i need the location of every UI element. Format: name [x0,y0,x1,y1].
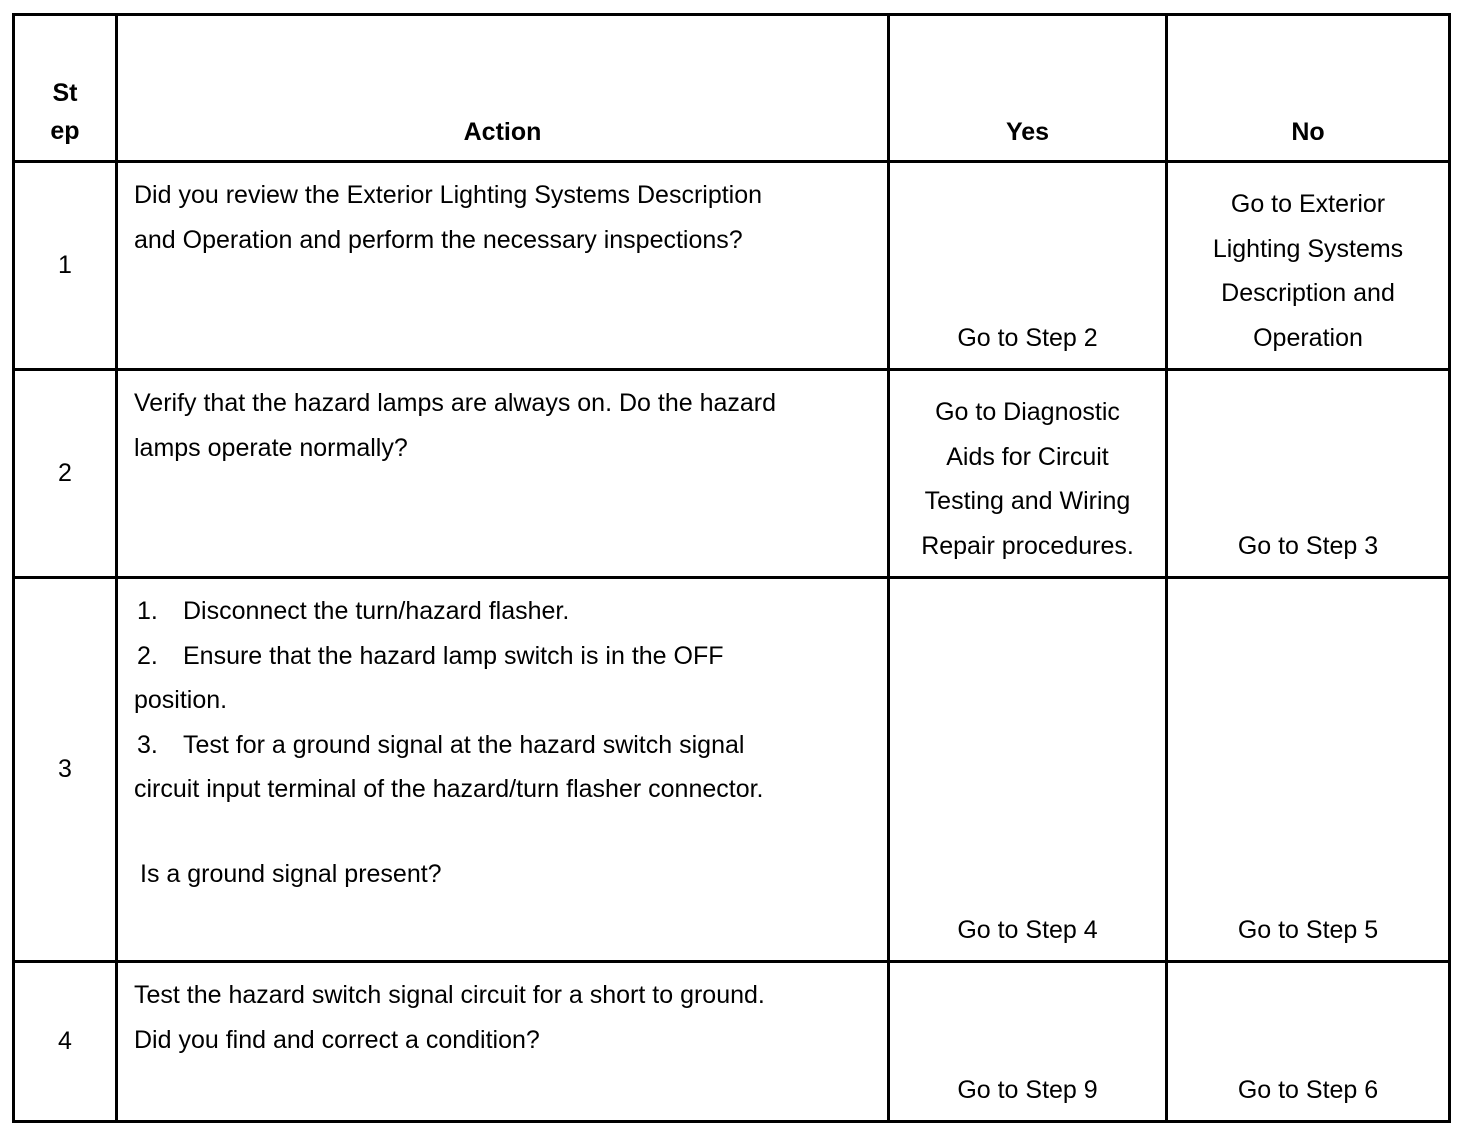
list-text: Ensure that the hazard lamp switch is in the OFF position. [134,641,724,714]
list-text: Disconnect the turn/hazard flasher. [183,597,570,625]
action-list-item [134,723,787,812]
step-number: 3 [14,578,117,962]
yes-result-line: Testing and Wiring [924,487,1131,515]
action-text: Verify that the hazard lamps are always on. Do the hazard lamps operate normally? [117,370,889,578]
table-row-step-2 [14,370,1450,578]
yes-result [889,370,1167,578]
list-number: 2. [137,641,158,670]
step-number: 2 [14,370,117,578]
list-number: 1. [137,597,158,625]
action-text: Test the hazard switch signal circuit for a short to ground. Did you find and correct a condition? [117,962,889,1122]
no-result-line: Description and [1221,279,1395,307]
action-list-item [134,589,787,634]
table-row-step-1 [14,162,1450,370]
step-column-header [14,15,117,162]
no-result: Go to Step 6 [1167,962,1450,1122]
yes-result-line: Repair procedures. [921,531,1134,560]
step-header-line2: ep [50,117,80,145]
step-header-line1: St [52,79,78,107]
action-column-header: Action [117,15,889,162]
action-text: Did you review the Exterior Lighting Systems Description and Operation and perform the necessary inspections? [117,162,889,370]
no-result: Go to Step 3 [1167,370,1450,578]
no-result: Go to Step 5 [1167,578,1450,962]
yes-result-line: Aids for Circuit [946,442,1109,471]
no-result [1167,162,1450,370]
yes-result: Go to Step 4 [889,578,1167,962]
action-text [117,578,889,962]
no-result-line: Operation [1253,323,1363,352]
no-column-header: No [1167,15,1450,162]
yes-column-header: Yes [889,15,1167,162]
yes-result-line: Go to Diagnostic [935,398,1120,426]
list-number: 3. [137,730,158,759]
action-list-item [134,634,787,723]
no-result-line: Lighting Systems [1212,234,1404,263]
diagnostic-table [12,13,1451,1123]
action-question: Is a ground signal present? [140,859,442,888]
no-result-line: Go to Exterior [1230,190,1386,218]
yes-result: Go to Step 9 [889,962,1167,1122]
step-number: 1 [14,162,117,370]
spacer [134,812,787,852]
table-row-step-3 [14,578,1450,962]
yes-result: Go to Step 2 [889,162,1167,370]
list-text: Test for a ground signal at the hazard switch signal circuit input terminal of the hazard/turn flasher connector. [134,730,764,803]
step-number: 4 [14,962,117,1122]
header-row [14,15,1450,162]
table-row-step-4 [14,962,1450,1122]
